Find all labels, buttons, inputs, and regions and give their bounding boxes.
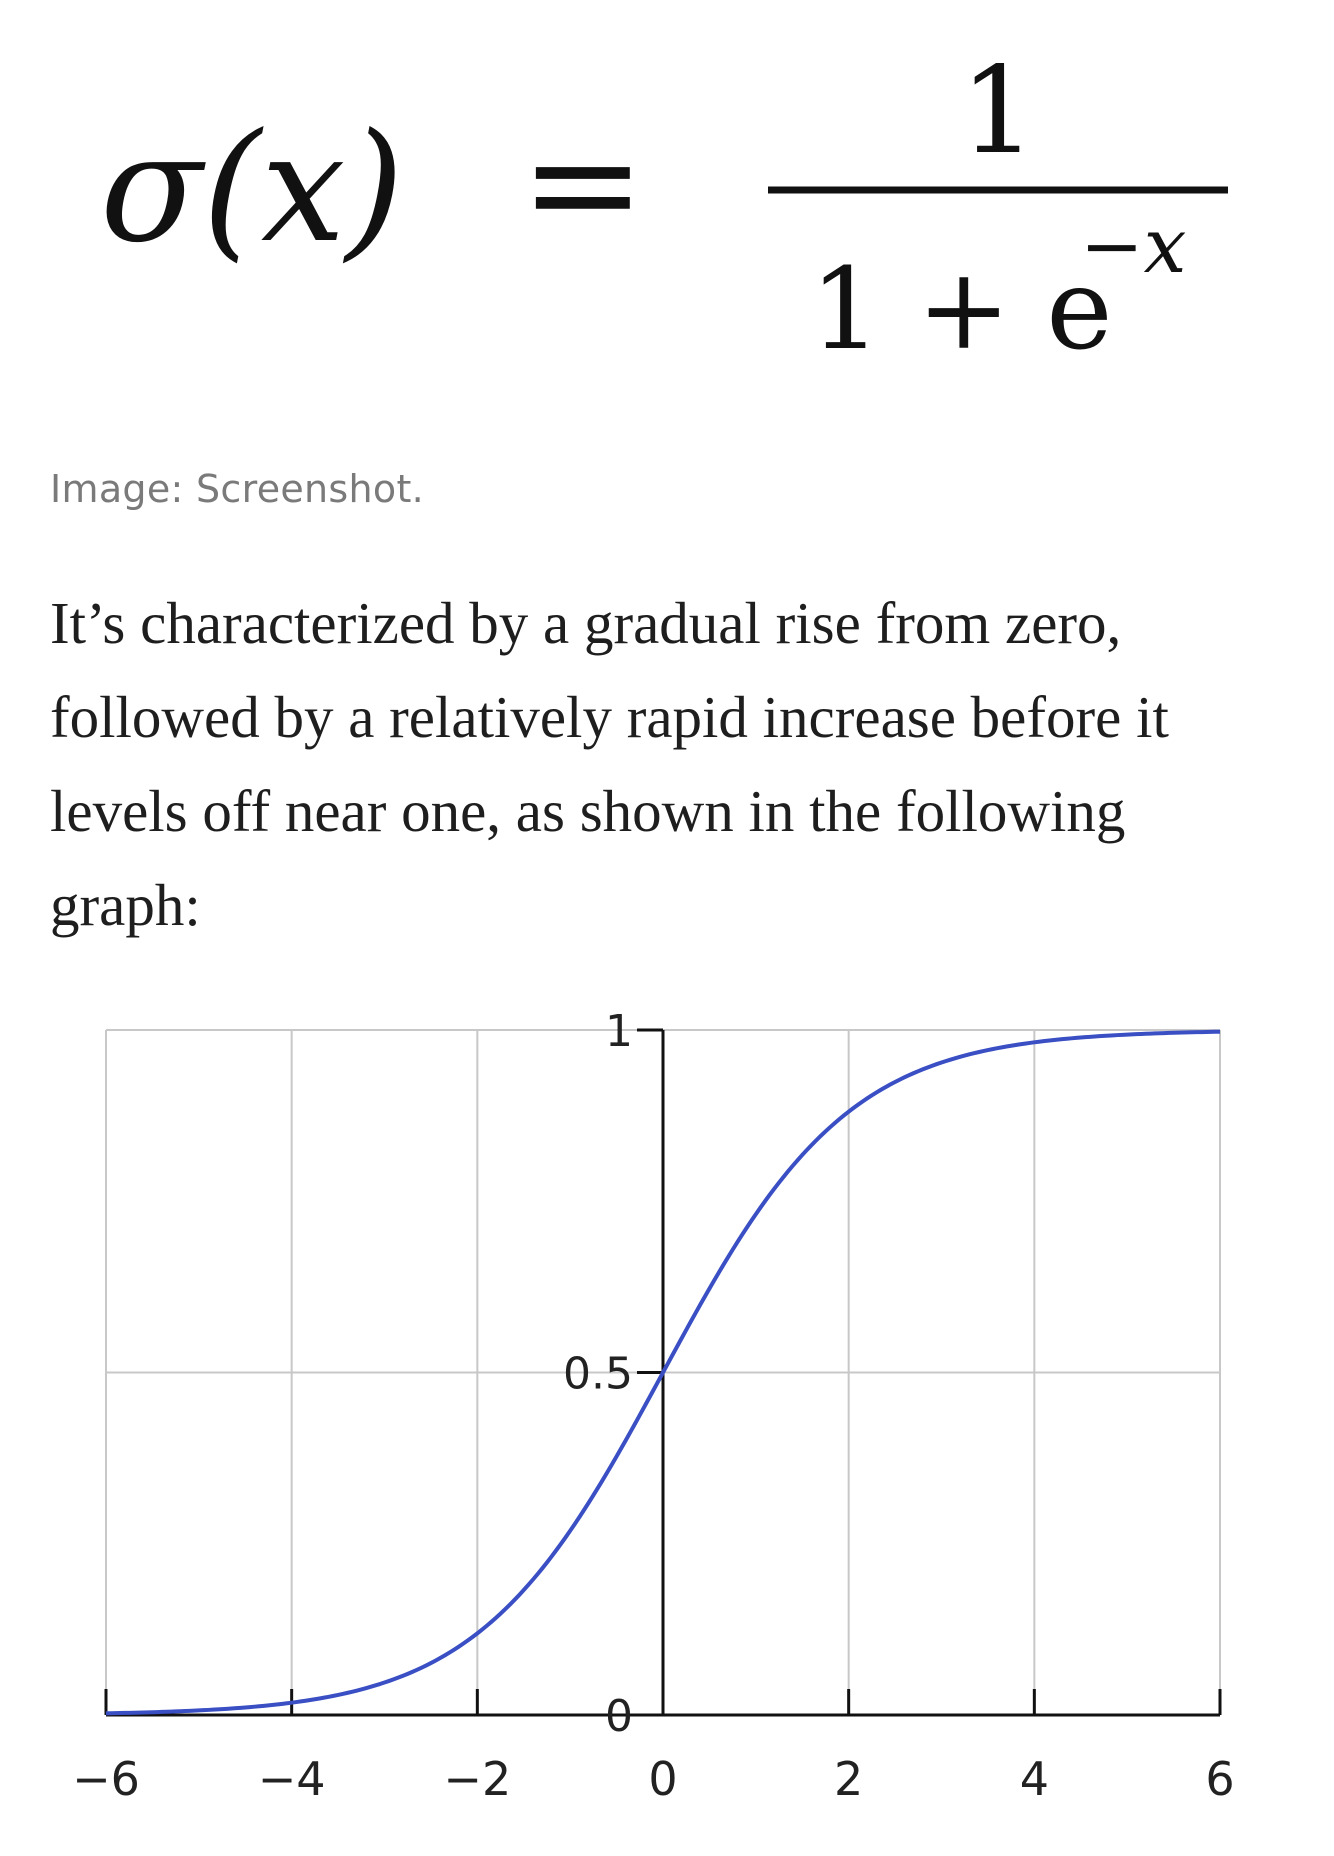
sigmoid-formula (0, 0, 1334, 440)
x-tick-label: 0 (648, 1752, 678, 1806)
y-tick-label: 0 (605, 1691, 633, 1742)
x-tick-label: 6 (1205, 1752, 1235, 1806)
x-tick-label: −6 (72, 1752, 140, 1806)
y-tick-label: 1 (605, 1006, 633, 1057)
formula-equals: = (520, 97, 646, 271)
chart-tick-labels (72, 1006, 1235, 1806)
sigmoid-chart (0, 990, 1334, 1856)
y-tick-label: 0.5 (563, 1348, 633, 1400)
x-tick-label: −2 (443, 1752, 512, 1806)
x-tick-label: 2 (834, 1752, 864, 1806)
formula-exponent: −x (1080, 201, 1187, 290)
formula-numerator: 1 (960, 42, 1037, 181)
body-paragraph: It’s characterized by a gradual rise from zero, followed by a relatively rapid increase before it levels off near one, as shown in the following graph: (50, 590, 1169, 938)
image-caption: Image: Screenshot. (50, 467, 425, 511)
x-tick-label: −4 (257, 1752, 326, 1806)
formula-lhs: σ(x) (100, 102, 405, 276)
x-tick-label: 4 (1019, 1752, 1049, 1806)
formula-denominator-base: 1 + e (810, 245, 1113, 375)
